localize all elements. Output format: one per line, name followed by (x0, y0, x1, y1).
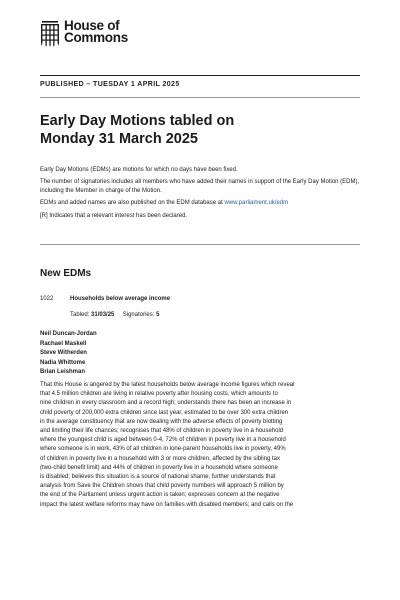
motion-line: that 4.5 million children are living in relative poverty after housing costs, which amounts to (40, 391, 278, 398)
motion-line: and limiting their life chances; recognises that 48% of children in poverty live in a household (40, 428, 284, 435)
logo-line-1: House of (64, 18, 120, 33)
intro-rule (40, 244, 360, 245)
motion-line: analysis from Save the Children shows that child poverty numbers will approach 5 million by (40, 483, 284, 490)
signatories-label: Signatories: (122, 312, 155, 318)
tabled-label: Tabled: (70, 312, 90, 318)
motion-line: nine children in every classroom and a record high; understands there has been an increase in (40, 400, 292, 407)
edm-meta (70, 312, 159, 318)
intro-paragraph-3 (40, 199, 360, 207)
motion-line: of children in poverty live in a household with 3 or more children, affected by the sibling tax (40, 455, 281, 462)
motion-line: (two-child benefit limit) and 44% of children in poverty live in a household where someone (40, 464, 278, 471)
edm-heading-row (40, 296, 170, 302)
intro-paragraph-1: Early Day Motions (EDMs) are motions for which no days have been fixed. (40, 167, 238, 173)
motion-line: where someone is in work, 43% of all children in lone-parent households live in poverty, 49% (40, 446, 286, 453)
published-date: PUBLISHED – TUESDAY 1 APRIL 2025 (40, 81, 180, 88)
page-title-line-2: Monday 31 March 2025 (40, 131, 198, 147)
tabled-value: 31/03/25 (91, 312, 115, 318)
motion-line: the end of the Parliament unless urgent action is taken; expresses concern at the negative (40, 492, 280, 499)
intro-paragraph-4: [R] Indicates that a relevant interest has been declared. (40, 212, 188, 219)
motion-line: is disabled; believes this situation is a source of national shame; further understands that (40, 474, 276, 481)
motion-line: where the youngest child is aged between 0-4, 72% of children in poverty live in a household (40, 437, 286, 444)
house-of-commons-logo (40, 20, 128, 47)
edm-title: Households below average income (70, 296, 171, 302)
page-title-line-1: Early Day Motions tabled on (40, 113, 235, 129)
motion-line: child poverty of 200,000 extra children since last year, estimated to be over 300 extra children (40, 409, 289, 416)
published-rule (40, 97, 360, 98)
motion-text (40, 381, 360, 510)
portcullis-icon (40, 21, 60, 47)
sponsor-list (40, 330, 97, 378)
intro-paragraph-2: The number of signatories includes all members who have added their names in support of the Early Day Motion (EDM), including the Member in charge of the Motion. (40, 179, 360, 194)
intro-paragraph-3-text: EDMs and added names are also published on the EDM database at (40, 200, 225, 207)
edm-database-link[interactable]: www.parliament.uk/edm (224, 200, 289, 207)
sponsor-name: Steve Witherden (40, 350, 87, 356)
signatories-value: 5 (156, 312, 160, 318)
logo-wordmark (64, 20, 128, 44)
page-title (40, 112, 360, 148)
sponsor-name: Nadia Whittome (40, 359, 86, 366)
sponsor-name: Neil Duncan-Jordan (40, 331, 97, 337)
sponsor-name: Brian Leishman (40, 369, 86, 375)
motion-line: That this House is angered by the latest households below average income figures which reveal (40, 382, 295, 388)
intro-notes (40, 166, 360, 224)
header-rule (40, 75, 360, 76)
motion-line: in the average constituency that are now dealing with the adverse effects of poverty blotting (40, 418, 283, 425)
section-heading: New EDMs (40, 268, 92, 279)
logo-line-2: Commons (64, 30, 128, 45)
motion-line: impact the latest welfare reforms may have on families with disabled members; and calls on the (40, 501, 294, 508)
edm-number: 1022 (40, 296, 54, 302)
sponsor-name: Rachael Maskell (40, 340, 87, 347)
